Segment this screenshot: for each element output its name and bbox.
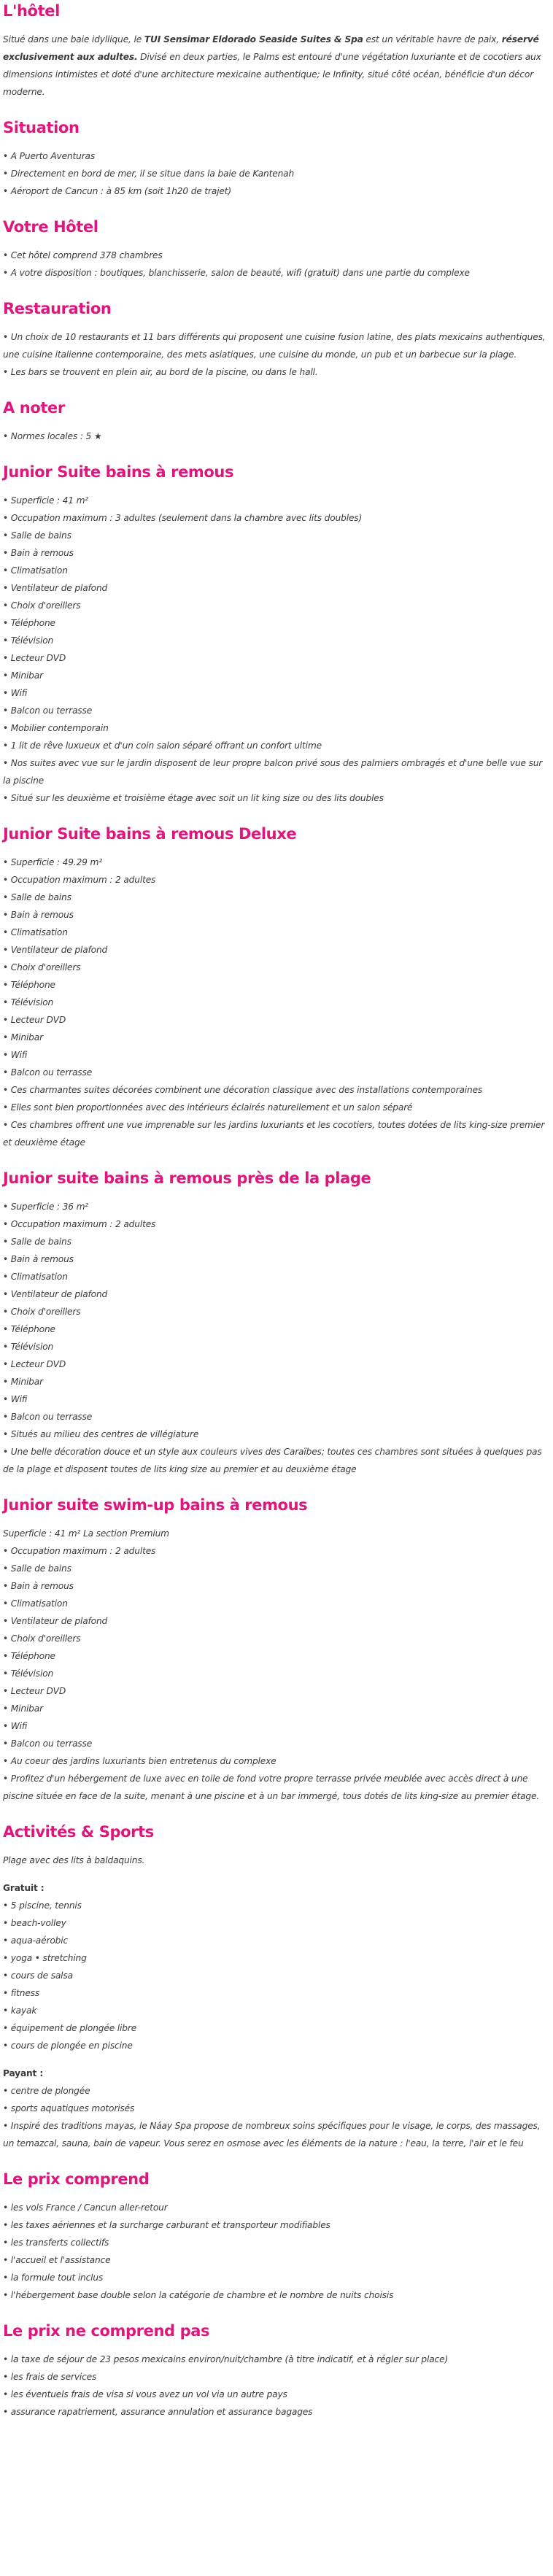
list-item: • Un choix de 10 restaurants et 11 bars différents qui proposent une cuisine fusion latine, des plats mexicains authentiques, une cuisine italienne contemporaine, des mets asiatiques, une cuisine du monde, un pub et un barbecue sur la plage.	[3, 328, 550, 363]
hotel-name: TUI Sensimar Eldorado Seaside Suites & Spa	[144, 34, 363, 45]
list-item: • Téléphone	[3, 976, 550, 994]
activites-title: Activités & Sports	[3, 1823, 154, 1841]
list-item: • Choix d'oreillers	[3, 1630, 550, 1647]
list-item: • Au coeur des jardins luxuriants bien entretenus du complexe	[3, 1752, 550, 1770]
list-item: • Télévision	[3, 632, 550, 649]
section-votre-hotel	[3, 217, 550, 282]
list-item: • Balcon ou terrasse	[3, 1408, 550, 1426]
prix-comprend-title: Le prix comprend	[3, 2170, 150, 2188]
hotel-title: L'hôtel	[3, 2, 60, 20]
list-item: • Superficie : 41 m²	[3, 492, 550, 509]
list-item: • sports aquatiques motorisés	[3, 2100, 550, 2117]
adults-only-note: réservé exclusivement aux adultes.	[3, 34, 539, 62]
list-item: • Wifi	[3, 1717, 550, 1735]
section-situation	[3, 118, 550, 200]
list-item: • Lecteur DVD	[3, 1011, 550, 1029]
list-item: • Lecteur DVD	[3, 1682, 550, 1700]
section-prix-ne-comprend	[3, 2321, 550, 2421]
payant-list	[3, 2082, 550, 2152]
list-item: • les frais de services	[3, 2368, 550, 2386]
list-item: • les éventuels frais de visa si vous avez un vol via un autre pays	[3, 2386, 550, 2403]
payant-label: Payant :	[3, 2068, 44, 2078]
list-item: • Wifi	[3, 684, 550, 702]
list-item: • Bain à remous	[3, 906, 550, 924]
junior-suite-plage-title: Junior suite bains à remous près de la plage	[3, 1169, 371, 1187]
list-item: • Lecteur DVD	[3, 1355, 550, 1373]
list-item: • Climatisation	[3, 924, 550, 941]
hotel-intro-part-1: Situé dans une baie idyllique, le	[3, 34, 144, 45]
list-item: • Téléphone	[3, 1320, 550, 1338]
list-item: • A votre disposition : boutiques, blanchisserie, salon de beauté, wifi (gratuit) dans une partie du complexe	[3, 264, 550, 282]
activites-intro: Plage avec des lits à baldaquins.	[3, 1855, 145, 1865]
list-item: • Salle de bains	[3, 527, 550, 544]
list-item: • l'accueil et l'assistance	[3, 2251, 550, 2269]
list-item: • les taxes aériennes et la surcharge carburant et transporteur modifiables	[3, 2216, 550, 2234]
junior-suite-deluxe-list	[3, 854, 550, 1151]
list-item: • Wifi	[3, 1046, 550, 1064]
junior-suite-list	[3, 492, 550, 807]
list-item: • Climatisation	[3, 1595, 550, 1612]
section-prix-comprend	[3, 2170, 550, 2304]
junior-suite-deluxe-title: Junior Suite bains à remous Deluxe	[3, 825, 297, 843]
list-item: • Ventilateur de plafond	[3, 1612, 550, 1630]
a-noter-list	[3, 428, 550, 445]
list-item: • Aéroport de Cancun : à 85 km (soit 1h20 de trajet)	[3, 182, 550, 200]
list-item: • yoga • stretching	[3, 1949, 550, 1967]
list-item: • Situés au milieu des centres de villégiature	[3, 1426, 550, 1443]
gratuit-list	[3, 1897, 550, 2054]
list-item: • Occupation maximum : 2 adultes	[3, 1215, 550, 1233]
list-item: • Situé sur les deuxième et troisième étage avec soit un lit king size ou des lits doubles	[3, 789, 550, 807]
list-item: • Minibar	[3, 1700, 550, 1717]
list-item: • Télévision	[3, 1338, 550, 1355]
section-hotel	[3, 1, 550, 101]
section-junior-suite-plage	[3, 1169, 550, 1478]
list-item: • A Puerto Aventuras	[3, 147, 550, 165]
votre-hotel-list	[3, 247, 550, 282]
list-item: • Climatisation	[3, 562, 550, 579]
hotel-intro-part-2: est un véritable havre de paix,	[363, 34, 502, 45]
list-item: • cours de plongée en piscine	[3, 2037, 550, 2054]
list-item: • Occupation maximum : 3 adultes (seulement dans la chambre avec lits doubles)	[3, 509, 550, 527]
list-item: • Une belle décoration douce et un style aux couleurs vives des Caraïbes; toutes ces chambres sont situées à quelques pas de la plage et disposent toutes de lits king size au premier et au deuxième étage	[3, 1443, 550, 1478]
list-item: • Salle de bains	[3, 1560, 550, 1577]
list-item: • aqua-aérobic	[3, 1932, 550, 1949]
list-item: • Profitez d'un hébergement de luxe avec en toile de fond votre propre terrasse privée meublée avec accès direct à une piscine située en face de la suite, menant à une piscine et à un bar immergé, tous dotés de lits king-size au premier étage.	[3, 1770, 550, 1805]
hotel-description	[0, 1, 553, 2431]
list-item: • 1 lit de rêve luxueux et d'un coin salon séparé offrant un confort ultime	[3, 737, 550, 754]
list-item: • Elles sont bien proportionnées avec des intérieurs éclairés naturellement et un salon séparé	[3, 1099, 550, 1116]
list-item: • 5 piscine, tennis	[3, 1897, 550, 1914]
section-activites	[3, 1822, 550, 2152]
votre-hotel-title: Votre Hôtel	[3, 218, 98, 236]
list-item: • Bain à remous	[3, 1250, 550, 1268]
list-item: • Balcon ou terrasse	[3, 1735, 550, 1752]
list-item: • Ces chambres offrent une vue imprenable sur les jardins luxuriants et les cocotiers, toutes dotées de lits king-size premier et deuxième étage	[3, 1116, 550, 1151]
list-item: • la taxe de séjour de 23 pesos mexicains environ/nuit/chambre (à titre indicatif, et à régler sur place)	[3, 2351, 550, 2368]
list-item: • centre de plongée	[3, 2082, 550, 2100]
list-item: • Salle de bains	[3, 1233, 550, 1250]
list-item: • Ventilateur de plafond	[3, 579, 550, 597]
list-item: • Minibar	[3, 667, 550, 684]
list-item: • Choix d'oreillers	[3, 1303, 550, 1320]
list-item: • Normes locales : 5 ★	[3, 428, 550, 445]
list-item: • Climatisation	[3, 1268, 550, 1285]
list-item: • Inspiré des traditions mayas, le Náay Spa propose de nombreux soins spécifiques pour le visage, le corps, des massages, un temazcal, sauna, bain de vapeur. Vous serez en osmose avec les éléments de la nature : l'eau, la terre, l'air et le feu	[3, 2117, 550, 2152]
list-item: • Ventilateur de plafond	[3, 941, 550, 959]
list-item: • Nos suites avec vue sur le jardin disposent de leur propre balcon privé sous des palmiers ombragés et d'une belle vue sur la piscine	[3, 754, 550, 789]
list-item: • Les bars se trouvent en plein air, au bord de la piscine, ou dans le hall.	[3, 363, 550, 381]
section-a-noter	[3, 398, 550, 445]
list-item: • Wifi	[3, 1391, 550, 1408]
junior-suite-swimup-list	[3, 1542, 550, 1805]
section-junior-suite-deluxe	[3, 824, 550, 1151]
list-item: • la formule tout inclus	[3, 2269, 550, 2286]
list-item: • Ces charmantes suites décorées combinent une décoration classique avec des installations contemporaines	[3, 1081, 550, 1099]
restauration-title: Restauration	[3, 300, 112, 317]
section-junior-suite-swimup	[3, 1496, 550, 1805]
prix-ne-comprend-list	[3, 2351, 550, 2421]
list-item: • Minibar	[3, 1029, 550, 1046]
list-item: • Ventilateur de plafond	[3, 1285, 550, 1303]
list-item: • Télévision	[3, 1665, 550, 1682]
list-item: • Bain à remous	[3, 544, 550, 562]
list-item: • Télévision	[3, 994, 550, 1011]
list-item: • beach-volley	[3, 1914, 550, 1932]
list-item: • Téléphone	[3, 614, 550, 632]
section-junior-suite	[3, 463, 550, 807]
list-item: • Lecteur DVD	[3, 649, 550, 667]
situation-title: Situation	[3, 119, 80, 136]
list-item: • les vols France / Cancun aller-retour	[3, 2199, 550, 2216]
list-item: • les transferts collectifs	[3, 2234, 550, 2251]
list-item: • Occupation maximum : 2 adultes	[3, 871, 550, 889]
situation-list	[3, 147, 550, 200]
list-item: • Balcon ou terrasse	[3, 1064, 550, 1081]
restauration-list	[3, 328, 550, 381]
list-item: • Téléphone	[3, 1647, 550, 1665]
list-item: • Choix d'oreillers	[3, 959, 550, 976]
a-noter-title: A noter	[3, 399, 65, 417]
list-item: • kayak	[3, 2002, 550, 2019]
list-item: • Occupation maximum : 2 adultes	[3, 1542, 550, 1560]
junior-suite-swimup-title: Junior suite swim-up bains à remous	[3, 1496, 308, 1514]
hotel-intro-part-3: Divisé en deux parties, le Palms est entouré d'une végétation luxuriante et de cocotiers aux dimensions intimistes et doté d'une architecture mexicaine authentique; le Infinity, situé côté océan, bénéficie d'un décor moderne.	[3, 52, 541, 97]
list-item: • fitness	[3, 1984, 550, 2002]
prix-comprend-list	[3, 2199, 550, 2304]
list-item: • Mobilier contemporain	[3, 719, 550, 737]
list-item: • cours de salsa	[3, 1967, 550, 1984]
list-item: • équipement de plongée libre	[3, 2019, 550, 2037]
prix-ne-comprend-title: Le prix ne comprend pas	[3, 2322, 210, 2340]
junior-suite-title: Junior Suite bains à remous	[3, 463, 234, 481]
list-item: • Balcon ou terrasse	[3, 702, 550, 719]
hotel-intro	[3, 31, 550, 101]
list-item: • Superficie : 36 m²	[3, 1198, 550, 1215]
junior-suite-plage-list	[3, 1198, 550, 1478]
list-item: • Salle de bains	[3, 889, 550, 906]
section-restauration	[3, 299, 550, 381]
list-item: • Superficie : 49.29 m²	[3, 854, 550, 871]
list-item: • Bain à remous	[3, 1577, 550, 1595]
gratuit-label: Gratuit :	[3, 1883, 45, 1893]
list-item: • Choix d'oreillers	[3, 597, 550, 614]
swimup-superficie: Superficie : 41 m² La section Premium	[3, 1528, 169, 1539]
list-item: • Minibar	[3, 1373, 550, 1391]
list-item: • l'hébergement base double selon la catégorie de chambre et le nombre de nuits choisis	[3, 2286, 550, 2304]
list-item: • Directement en bord de mer, il se situe dans la baie de Kantenah	[3, 165, 550, 182]
list-item: • Cet hôtel comprend 378 chambres	[3, 247, 550, 264]
list-item: • assurance rapatriement, assurance annulation et assurance bagages	[3, 2403, 550, 2421]
